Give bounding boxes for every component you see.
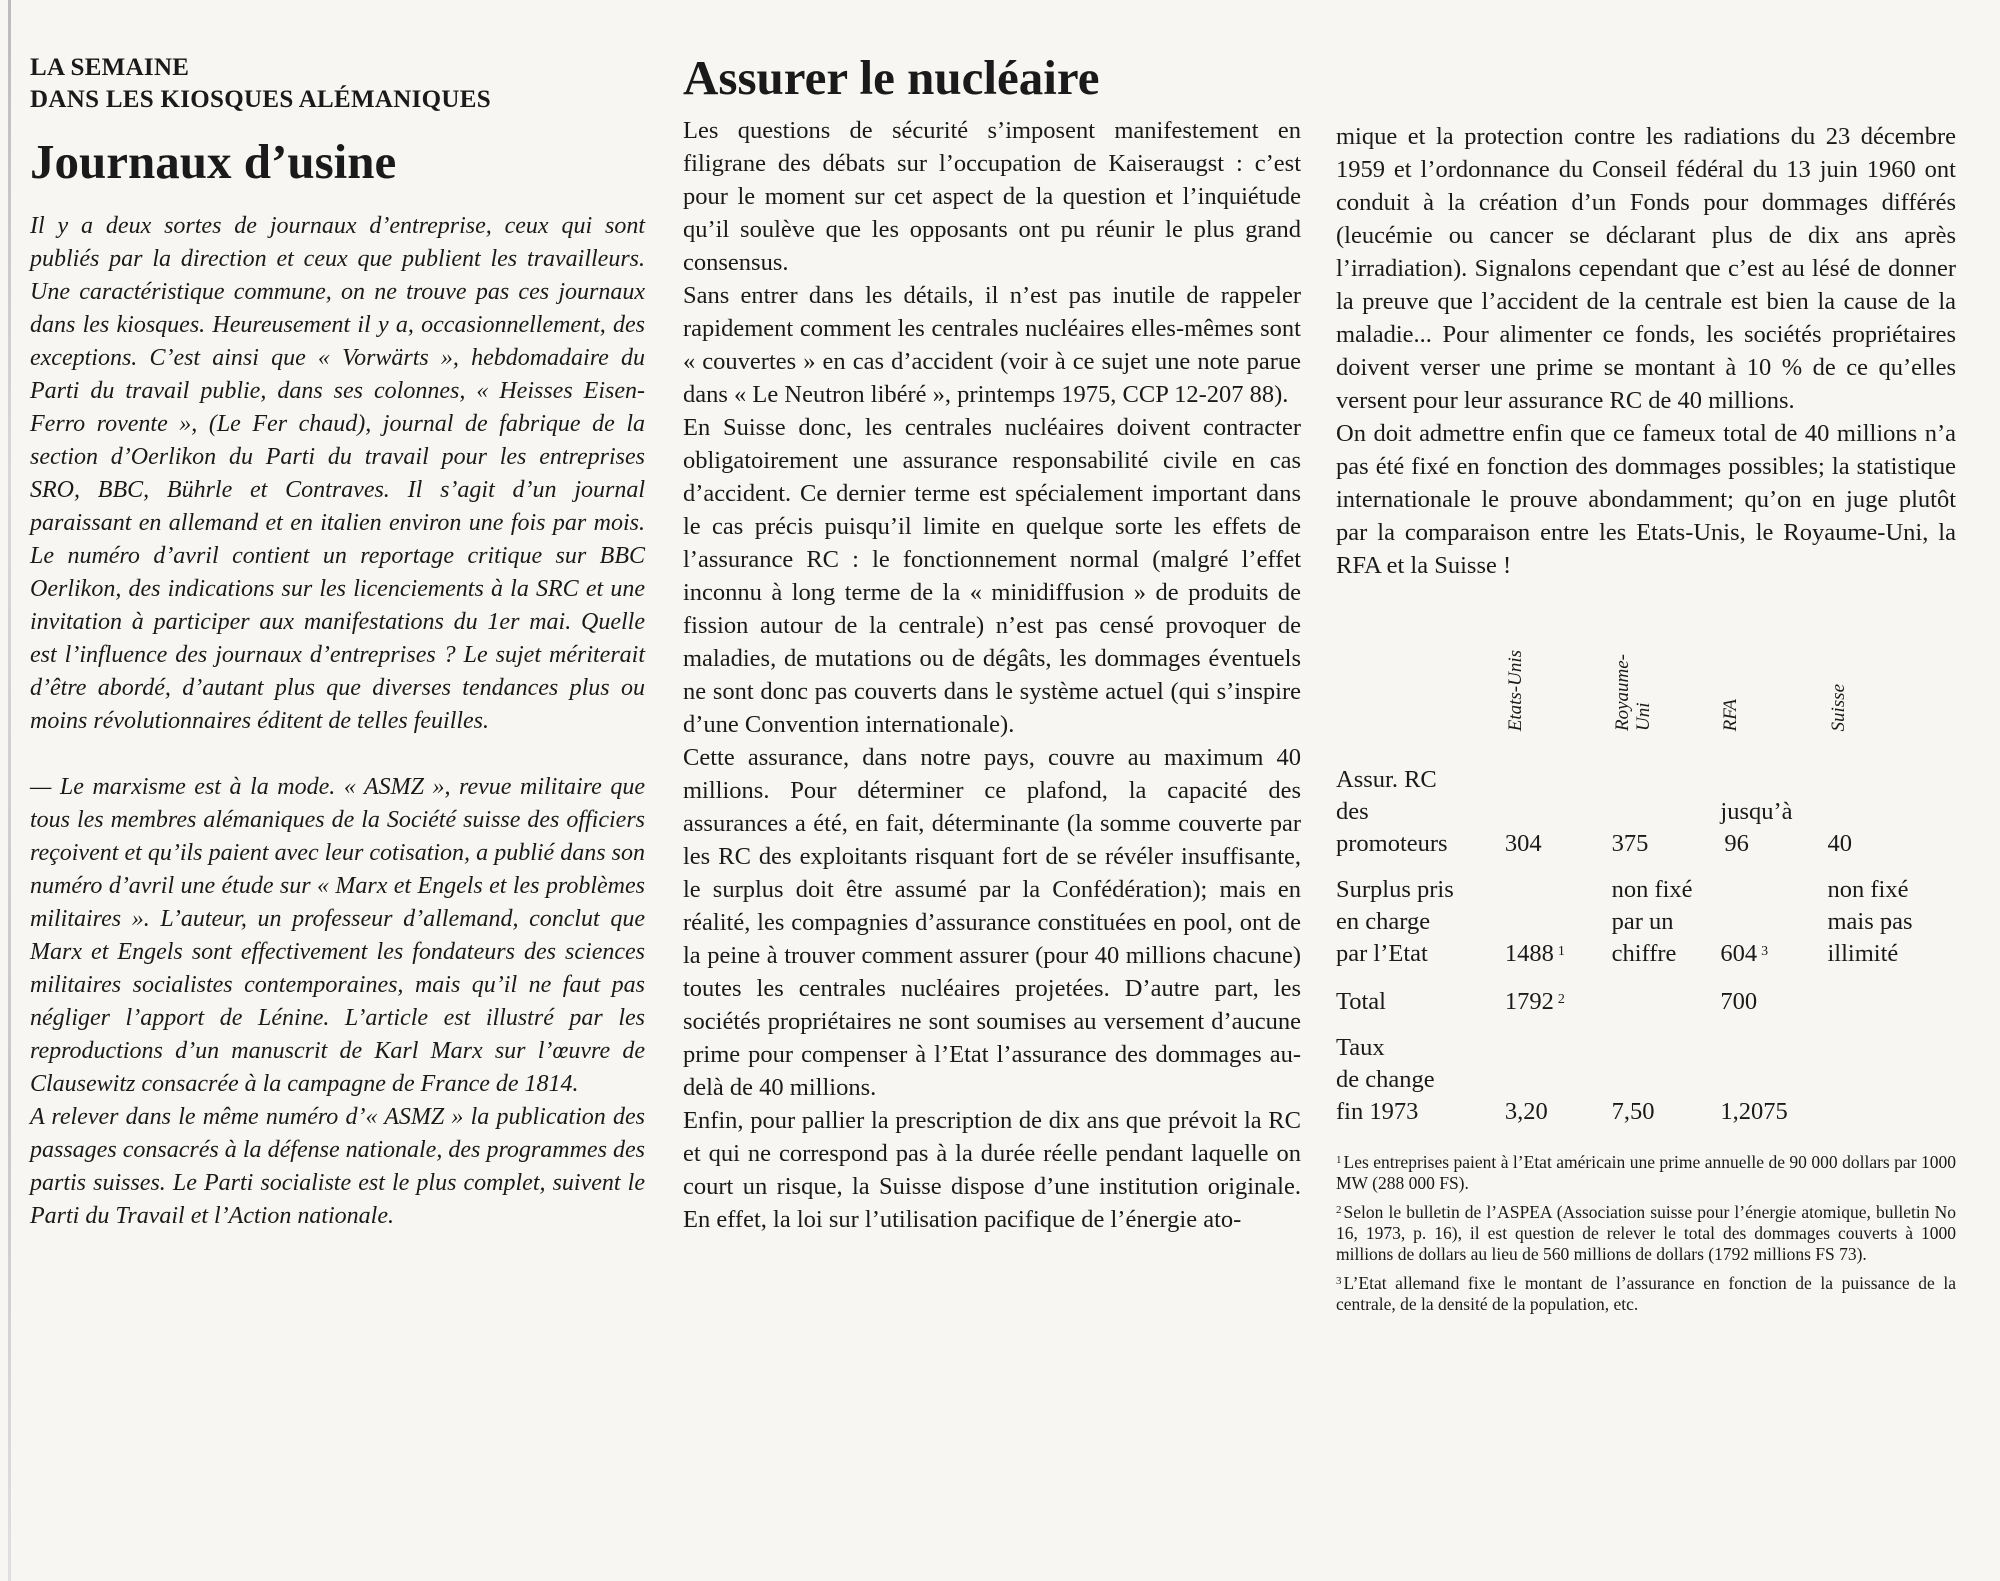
paragraph: Sans entrer dans les détails, il n’est pas inutile de rappeler rapidement comment les centrales nucléaires elles-mêmes sont « couvertes » en cas d’accident (voir à ce sujet une note parue dans « Le Neutron libéré », printemps 1975, CCP 12-207 88). [683, 282, 1301, 408]
insurance-comparison-table [1336, 610, 1956, 1128]
table-cell [1493, 860, 1612, 970]
column-label-uk-line2: Uni [1632, 702, 1654, 731]
column-middle [683, 0, 1301, 1236]
article-title-journaux: Journaux d’usine [30, 134, 397, 189]
footnote-text: Les entreprises paient à l’Etat américain une prime annuelle de 90 000 dollars par 1000 MW (288 000 FS). [1336, 1152, 1956, 1193]
cell-value: 96 [1724, 830, 1749, 857]
paragraph: En Suisse donc, les centrales nucléaires doivent contracter obligatoirement une assurance responsabilité civile en cas d’accident. Ce dernier terme est spécialement important dans le cas précis puisqu’il limite en quelque sorte les effets de l’assurance RC : le fonctionnement normal (malgré l’effet inconnu à long terme de la « minidiffusion » de produits de fission autour de la centrale) n’est pas censé provoquer de maladies, de mutations ou de dégâts, les dommages éventuels ne sont donc pas couverts dans le système actuel (qui s’inspire d’une Convention internationale). [683, 414, 1301, 738]
table-row [1336, 970, 1956, 1018]
footnote [1336, 1200, 1956, 1265]
cell-line: par un [1611, 908, 1674, 935]
table-row [1336, 750, 1956, 860]
row-label: Total [1336, 988, 1386, 1015]
column-label-uk-line1: Royaume- [1611, 653, 1633, 731]
footnote [1336, 1271, 1956, 1315]
cell-line: non fixé [1611, 876, 1693, 903]
paragraph: A relever dans le même numéro d’« ASMZ » la publication des passages consacrés à la défense nationale, des programmes des partis suisses. Le Parti socialiste est le plus complet, suivent le Parti du Travail et l’Action nationale. [30, 1104, 645, 1229]
cell-line: mais pas [1827, 908, 1913, 935]
kicker-line-1: LA SEMAINE [30, 54, 190, 81]
row-label-line: par l’Etat [1336, 940, 1428, 967]
paragraph: Cette assurance, dans notre pays, couvre au maximum 40 millions. Pour déterminer ce plafond, la capacité des assurances a été, en fait, déterminante (la somme couverte par les RC des exploitants risquant fort de se révéler insuffisante, le surplus doit être assumé par la Confédération); mais en réalité, les compagnies d’assurance constituées en pool, ont de la peine à trouver comment assurer (pour 40 millions chacune) toutes les centrales nucléaires projetées. D’autre part, les sociétés propriétaires ne sont soumises au versement d’aucune prime pour compenser à l’Etat l’assurance des dommages au-delà de 40 millions. [683, 744, 1301, 1101]
table-cell [1720, 750, 1827, 860]
table-cell: 375 [1611, 830, 1649, 857]
row-label-line: Assur. RC [1336, 766, 1437, 793]
footnote-text: Selon le bulletin de l’ASPEA (Association suisse pour l’énergie atomique, bulletin No 16, 1973, p. 16), il est question de relever le total des dommages couverts à 1000 millions de dollars au lieu de 560 millions de dollars (1792 millions FS 73). [1336, 1202, 1956, 1264]
row-label-line: en charge [1336, 908, 1431, 935]
article-body-continued [1336, 120, 1956, 582]
cell-value: 604 [1720, 940, 1758, 967]
column-left [30, 0, 645, 1233]
kicker-line-2: DANS LES KIOSQUES ALÉMANIQUES [30, 86, 491, 113]
table-cell [1828, 1018, 1957, 1128]
table-cell: 40 [1827, 830, 1852, 857]
row-label [1336, 750, 1493, 860]
footnote [1336, 1150, 1956, 1194]
column-header-us [1493, 610, 1612, 750]
footnotes [1336, 1150, 1956, 1315]
column-header-rfa [1720, 610, 1827, 750]
article-body-nucleaire [683, 114, 1301, 1236]
table-cell [1828, 970, 1957, 1018]
cell-line: non fixé [1827, 876, 1909, 903]
table-row [1336, 1018, 1956, 1128]
row-label [1336, 1018, 1493, 1128]
table-cell: 1,2075 [1720, 1098, 1788, 1125]
cell-line: chiffre [1611, 940, 1677, 967]
table-row [1336, 860, 1956, 970]
footnote-mark: 1 [1336, 1154, 1342, 1166]
row-label-line: des [1336, 798, 1369, 825]
section-kicker [30, 52, 645, 116]
footnote-text: L’Etat allemand fixe le montant de l’assurance en fonction de la puissance de la centrale, de la densité de la population, etc. [1336, 1273, 1956, 1314]
footnote-ref: 2 [1557, 992, 1565, 1007]
cell-line: illimité [1827, 940, 1899, 967]
row-label [1336, 860, 1493, 970]
column-label-ch: Suisse [1827, 683, 1849, 731]
table-cell: 304 [1504, 830, 1542, 857]
paragraph: On doit admettre enfin que ce fameux total de 40 millions n’a pas été fixé en fonction des dommages possibles; la statistique internationale le prouve abondamment; qu’on en juge plutôt par la comparaison entre les Etats-Unis, le Royaume-Uni, la RFA et la Suisse ! [1336, 420, 1956, 579]
paragraph: — Le marxisme est à la mode. « ASMZ », revue militaire que tous les membres alémaniques de la Société suisse des officiers reçoivent et qu’ils paient avec leur cotisation, a publié dans son numéro d’avril une étude sur « Marx et Engels et les problèmes militaires ». L’auteur, un professeur d’allemand, conclut que Marx et Engels sont effectivement les fondateurs des sciences militaires socialistes contemporaines, mais qu’il ne faut pas négliger l’apport de Lénine. L’article est illustré par les reproductions d’un manuscrit de Karl Marx sur l’œuvre de Clausewitz consacrée à la campagne de France de 1814. [30, 774, 645, 1097]
footnote-mark: 2 [1336, 1204, 1342, 1216]
row-label-line: de change [1336, 1066, 1435, 1093]
cell-value: 1792 [1504, 988, 1554, 1015]
footnote-ref: 1 [1557, 944, 1565, 959]
column-label-rfa: RFA [1720, 698, 1742, 731]
table-cell [1493, 970, 1612, 1018]
column-label-us: Etats-Unis [1504, 649, 1526, 731]
paragraph: Il y a deux sortes de journaux d’entreprise, ceux qui sont publiés par la direction et ceux que publient les travailleurs. Une caractéristique commune, on ne trouve pas ces journaux dans les kiosques. Heureusement il y a, occasionnellement, des exceptions. C’est ainsi que « Vorwärts », hebdomadaire du Parti du travail publie, dans ses colonnes, « Heisses Eisen-Ferro rovente », (Le Fer chaud), journal de fabrique de la section d’Oerlikon du Parti du travail pour les entreprises SRO, BBC, Bührle et Contraves. Il s’agit d’un journal paraissant en allemand et en italien environ une fois par mois. Le numéro d’avril contient un reportage critique sur BBC Oerlikon, des indications sur les licenciements à la SRC et une invitation à participer aux manifestations du 1er mai. Quelle est l’influence des journaux d’entreprises ? Le sujet mériterait d’être abordé, d’autant plus que diverses tendances plus ou moins révolutionnaires éditent de telles feuilles. [30, 213, 645, 734]
table-cell [1720, 860, 1827, 970]
footnote-mark: 3 [1336, 1275, 1342, 1287]
paragraph: mique et la protection contre les radiations du 23 décembre 1959 et l’ordonnance du Conseil fédéral du 13 juin 1960 ont conduit à la création d’un Fonds pour dommages différés (leucémie ou cancer se déclarant plus de dix ans après l’irradiation). Signalons cependant que c’est au lésé de donner la preuve que l’accident de la centrale est bien la cause de la maladie... Pour alimenter ce fonds, les sociétés propriétaires doivent verser une prime se montant à 10 % de ce qu’elles versent pour leur assurance RC de 40 millions. [1336, 123, 1956, 414]
table-cell: 700 [1720, 988, 1758, 1015]
column-header-ch [1828, 610, 1957, 750]
table-cell [1612, 970, 1721, 1018]
table-cell [1828, 860, 1957, 970]
table-cell: 7,50 [1611, 1098, 1655, 1125]
row-label-line: promoteurs [1336, 830, 1448, 857]
row-label-line: Taux [1336, 1034, 1385, 1061]
article-title-nucleaire: Assurer le nucléaire [683, 50, 1100, 105]
article-body-journaux [30, 210, 645, 1233]
table-cell [1612, 860, 1721, 970]
footnote-ref: 3 [1761, 944, 1769, 959]
column-right [1336, 0, 1956, 1321]
table-corner [1336, 610, 1493, 750]
scan-edge [8, 0, 11, 1581]
cell-prefix: jusqu’à [1720, 798, 1793, 825]
paragraph: Les questions de sécurité s’imposent manifestement en filigrane des débats sur l’occupation de Kaiseraugst : c’est pour le moment sur cet aspect de la question et l’inquiétude qu’il soulève que les opposants ont pu réunir le plus grand consensus. [683, 117, 1301, 276]
row-label-line: Surplus pris [1336, 876, 1454, 903]
cell-value: 1488 [1504, 940, 1554, 967]
column-header-uk [1612, 610, 1721, 750]
table-header-row [1336, 610, 1956, 750]
paragraph: Enfin, pour pallier la prescription de dix ans que prévoit la RC et qui ne correspond pas à la durée réelle pendant laquelle on court un risque, la Suisse dispose d’une institution originale. En effet, la loi sur l’utilisation pacifique de l’énergie ato- [683, 1107, 1301, 1233]
column-label-uk [1612, 654, 1654, 731]
row-label-line: fin 1973 [1336, 1098, 1419, 1125]
table-cell: 3,20 [1504, 1098, 1548, 1125]
